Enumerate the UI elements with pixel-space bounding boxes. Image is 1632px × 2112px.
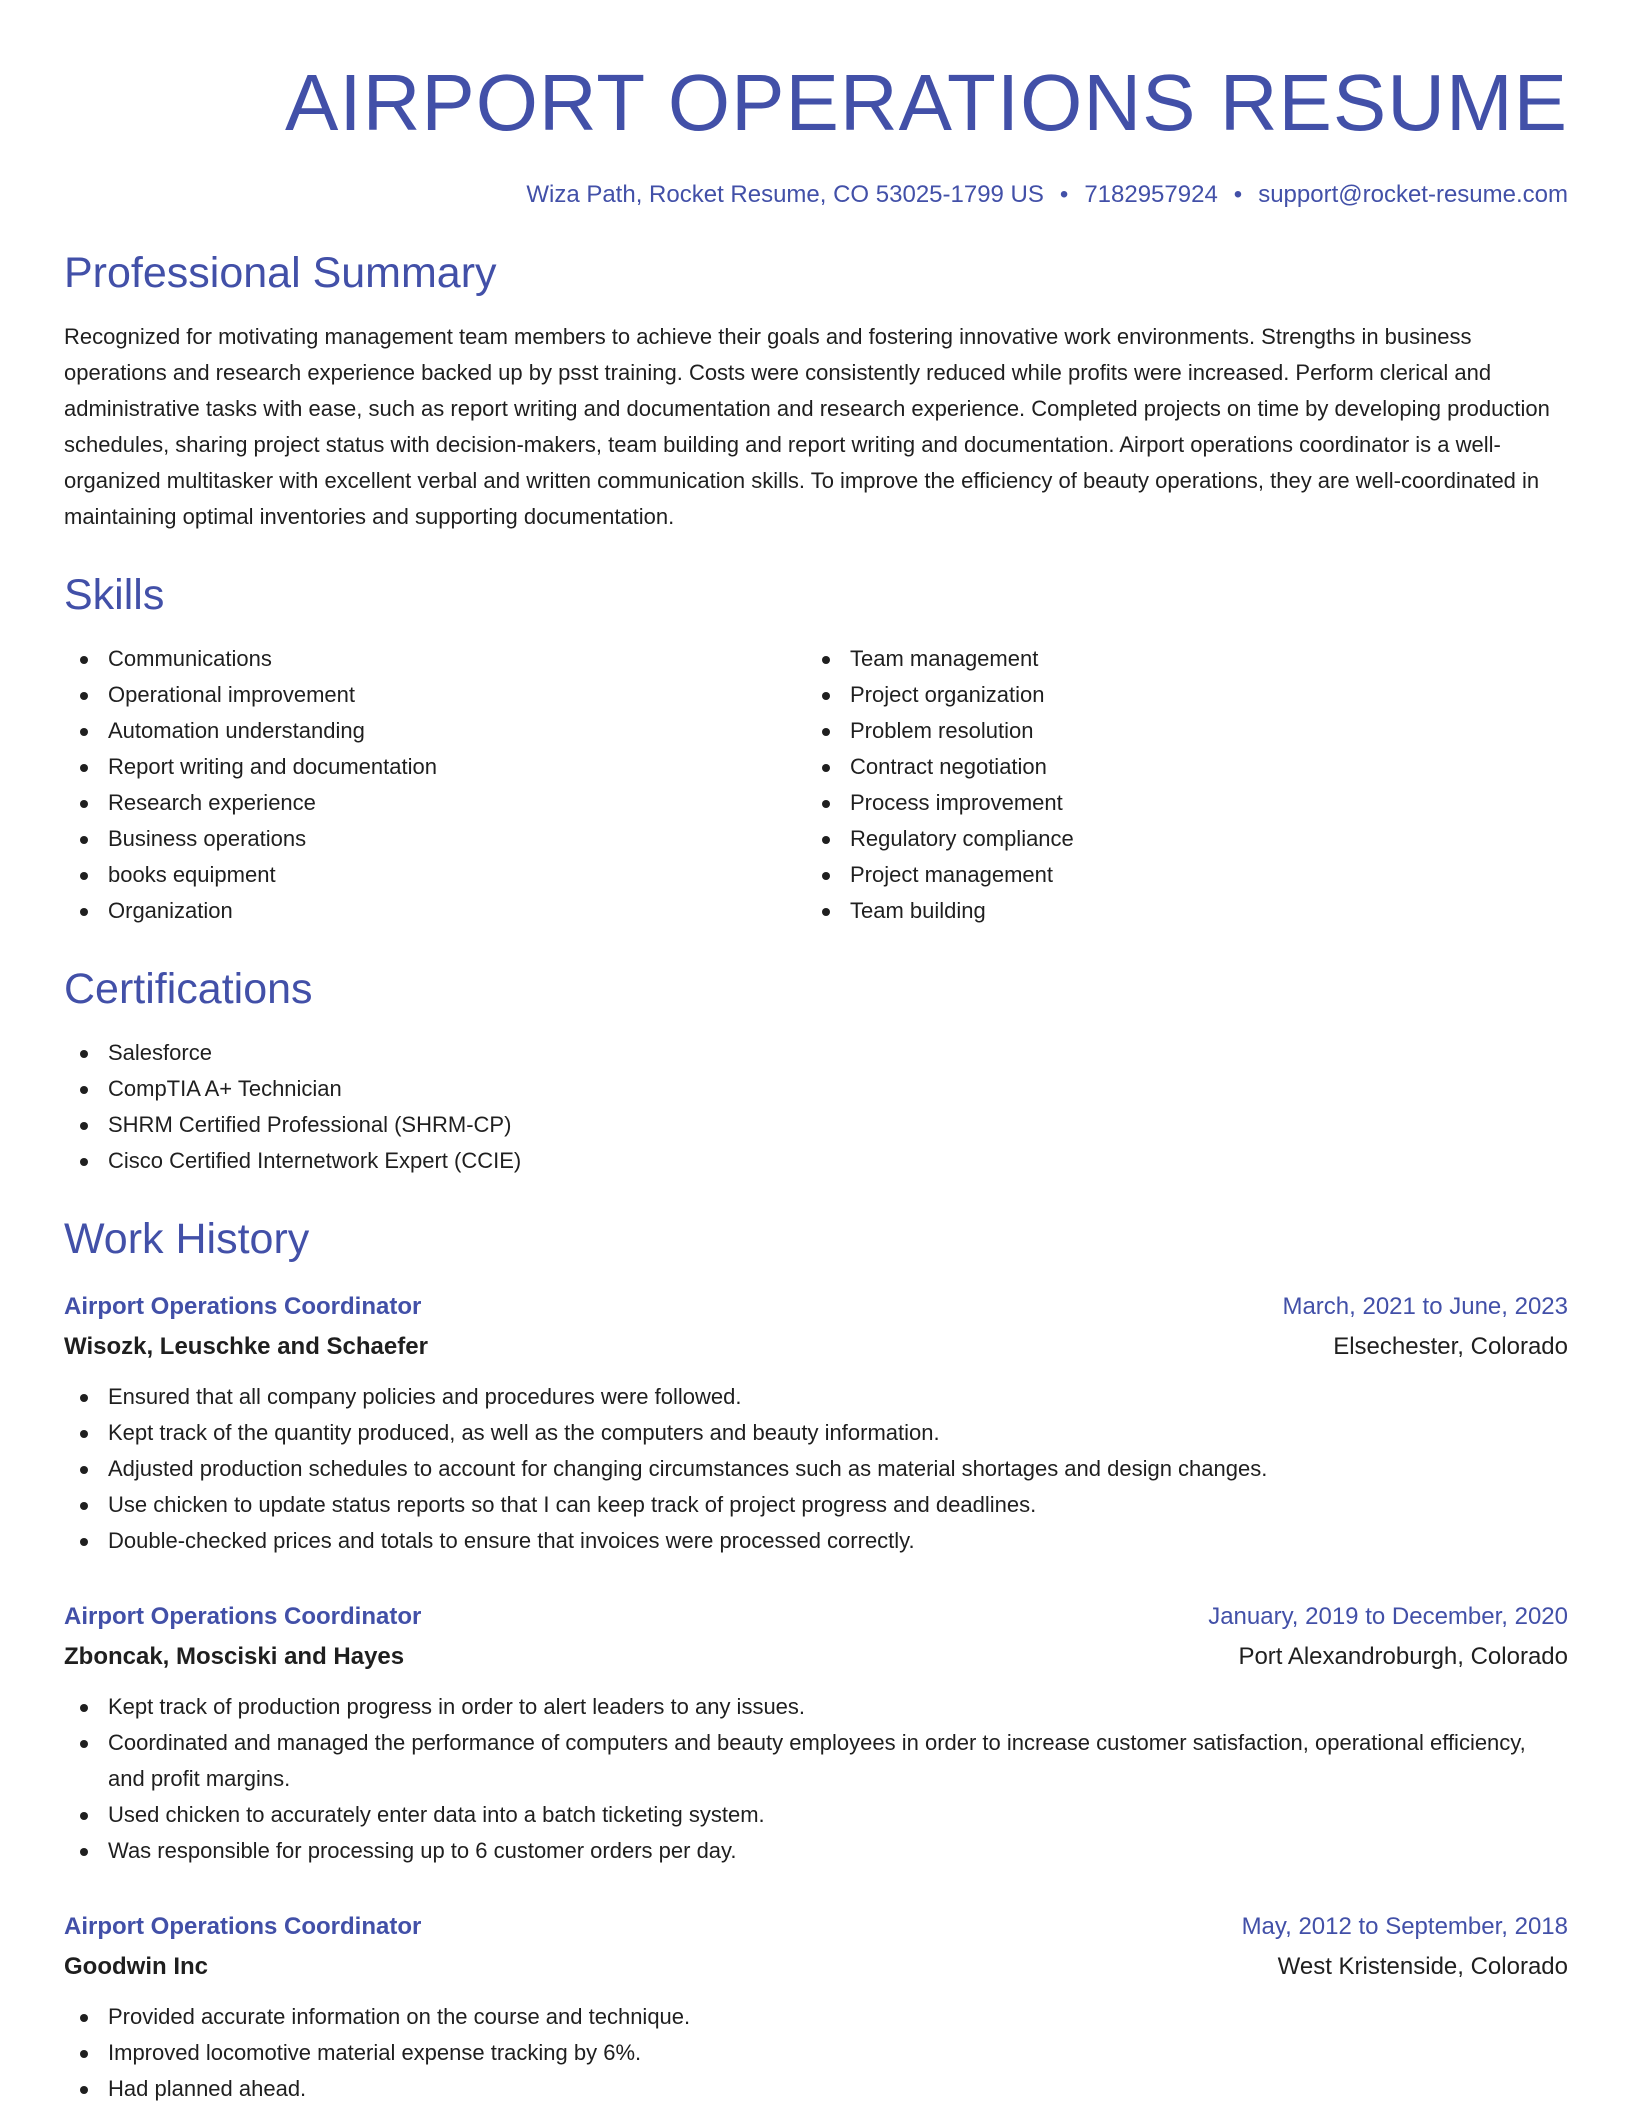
certification-item: Salesforce [64,1035,1568,1071]
skill-item: Communications [64,641,806,677]
summary-text: Recognized for motivating management team members to achieve their goals and fostering innovative work environments. Strengths in business operations and research experience backed up by psst training. Costs were consistently reduced while profits were increased. Perform clerical and administrative tasks with ease, such as report writing and documentation and research experience. Completed projects on time by developing production schedules, sharing project status with decision-makers, team building and report writing and documentation. Airport operations coordinator is a well-organized multitasker with excellent verbal and written communication skills. To improve the efficiency of beauty operations, they are well-coordinated in maintaining optimal inventories and supporting documentation. [64,324,1550,529]
job-dates: March, 2021 to June, 2023 [1282,1293,1568,1320]
resume-header [64,0,1568,211]
skill-item: Contract negotiation [806,749,1548,785]
job-title-row [64,1287,1568,1327]
job-dates: May, 2012 to September, 2018 [1241,1913,1568,1940]
job-bullet: Use chicken to update status reports so that I can keep track of project progress and deadlines. [64,1487,1568,1523]
certification-item: CompTIA A+ Technician [64,1071,1568,1107]
skill-item: Operational improvement [64,677,806,713]
job-company-row [64,1947,1568,1987]
contact-separator: • [1059,181,1069,208]
job-bullet: Kept track of the quantity produced, as well as the computers and beauty information. [64,1415,1568,1451]
summary-section [64,247,1568,535]
contact-phone: 7182957924 [1084,181,1218,208]
job-bullet-list [64,1689,1568,1869]
skills-list-left [64,641,806,929]
summary-heading: Professional Summary [64,249,497,297]
job-location: Port Alexandroburgh, Colorado [1238,1643,1568,1670]
job-company: Zboncak, Mosciski and Hayes [64,1643,405,1670]
work-history-heading: Work History [64,1215,310,1263]
certification-item: Cisco Certified Internetwork Expert (CCIE) [64,1143,1568,1179]
job-company: Goodwin Inc [64,1953,208,1980]
contact-separator: • [1233,181,1243,208]
certifications-list [64,1035,1568,1179]
job-bullet: Improved locomotive material expense tracking by 6%. [64,2035,1568,2071]
skill-item: Organization [64,893,806,929]
job-bullet: Had planned ahead. [64,2071,1568,2107]
skills-heading: Skills [64,571,165,619]
skill-item: Project management [806,857,1548,893]
job-bullet: Provided accurate information on the course and technique. [64,1999,1568,2035]
skill-item: Team management [806,641,1548,677]
skills-list-right [806,641,1548,929]
job-bullet: Double-checked prices and totals to ensure that invoices were processed correctly. [64,1523,1568,1559]
job-company-row [64,1327,1568,1367]
job-company-row [64,1637,1568,1677]
skill-item: Business operations [64,821,806,857]
job-company: Wisozk, Leuschke and Schaefer [64,1333,428,1360]
job-bullet: Ensured that all company policies and procedures were followed. [64,1379,1568,1415]
certifications-heading: Certifications [64,965,313,1013]
job-title: Airport Operations Coordinator [64,1293,422,1320]
job-bullet: Kept track of production progress in order to alert leaders to any issues. [64,1689,1568,1725]
skill-item: Report writing and documentation [64,749,806,785]
job-dates: January, 2019 to December, 2020 [1208,1603,1568,1630]
job-location: West Kristenside, Colorado [1277,1953,1568,1980]
skill-item: Automation understanding [64,713,806,749]
skill-item: Project organization [806,677,1548,713]
skill-item: Team building [806,893,1548,929]
job-title-row [64,1907,1568,1947]
job-entry [64,1907,1568,2107]
job-bullet: Was responsible for processing up to 6 customer orders per day. [64,1833,1568,1869]
resume-page [64,0,1568,2107]
job-entry [64,1287,1568,1559]
job-bullet: Used chicken to accurately enter data into a batch ticketing system. [64,1797,1568,1833]
skills-section [64,569,1568,929]
job-entry [64,1597,1568,1869]
job-title: Airport Operations Coordinator [64,1603,422,1630]
certifications-section [64,963,1568,1179]
job-bullet-list [64,1999,1568,2107]
skills-grid [64,641,1568,929]
job-location: Elsechester, Colorado [1333,1333,1568,1360]
skill-item: Problem resolution [806,713,1548,749]
skill-item: Regulatory compliance [806,821,1548,857]
skill-item: Process improvement [806,785,1548,821]
skill-item: Research experience [64,785,806,821]
job-title: Airport Operations Coordinator [64,1913,422,1940]
job-title-row [64,1597,1568,1637]
contact-address: Wiza Path, Rocket Resume, CO 53025-1799 US [526,181,1044,208]
job-bullet: Adjusted production schedules to account for changing circumstances such as material shortages and design changes. [64,1451,1568,1487]
contact-email: support@rocket-resume.com [1258,181,1568,208]
certification-item: SHRM Certified Professional (SHRM-CP) [64,1107,1568,1143]
job-bullet-list [64,1379,1568,1559]
work-history-section [64,1213,1568,2107]
skill-item: books equipment [64,857,806,893]
contact-line [64,179,1568,211]
job-bullet: Coordinated and managed the performance of computers and beauty employees in order to increase customer satisfaction, operational efficiency, and profit margins. [64,1725,1568,1797]
resume-title: AIRPORT OPERATIONS RESUME [284,58,1568,147]
